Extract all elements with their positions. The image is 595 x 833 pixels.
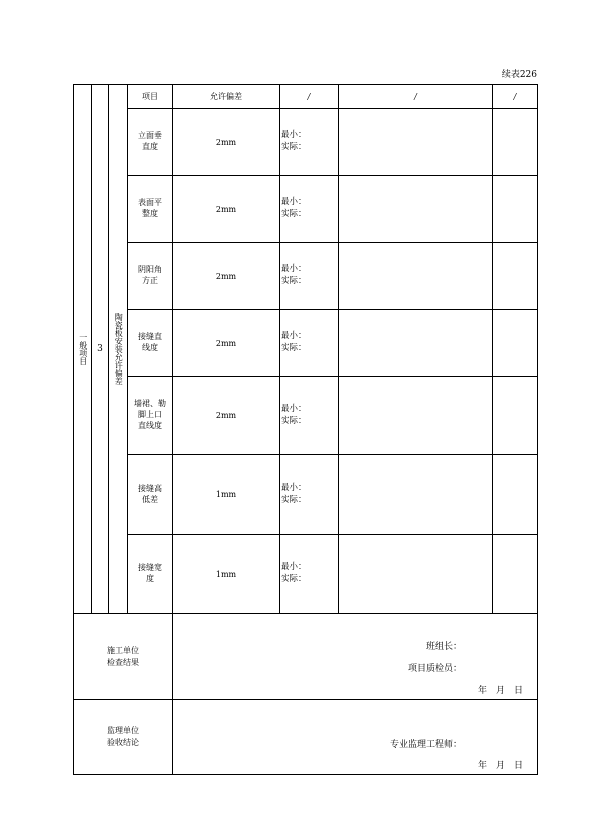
table-row [74,243,538,310]
row-tolerance: 2mm [173,243,280,310]
actual-label: 实际： [281,343,307,353]
row-result[interactable] [280,455,339,535]
row-item-name-line: 阴阳角 [138,265,162,275]
row-item-name-line: 度 [146,574,154,583]
row-blank-2[interactable] [493,176,538,243]
row-blank-2[interactable] [493,377,538,455]
actual-label: 实际： [281,142,307,152]
construction-signature-area[interactable] [173,614,538,700]
row-blank-2[interactable] [493,109,538,176]
row-result[interactable] [280,243,339,310]
row-tolerance: 2mm [173,109,280,176]
row-item-name-line: 立面垂 [138,131,162,141]
row-item-name [128,455,173,535]
header-item: 项目 [128,85,173,109]
row-item-name [128,535,173,614]
table-row [74,109,538,176]
supervision-signature-area[interactable] [173,700,538,775]
supervising-engineer-label: 专业监理工程师： [389,740,462,750]
table-row [74,377,538,455]
page-label: 续表226 [501,70,537,80]
row-blank-1[interactable] [339,109,493,176]
construction-date-label: 年 月 日 [477,686,523,696]
row-tolerance: 2mm [173,377,280,455]
row-result[interactable] [280,377,339,455]
actual-label: 实际： [281,494,307,505]
row-blank-1[interactable] [339,535,493,614]
construction-unit-label-line: 检查结果 [107,657,139,667]
construction-unit-label [74,614,173,700]
quality-inspector-label: 项目质检员： [407,664,462,674]
row-item-name-line: 低差 [142,494,158,504]
header-slash-2: / [339,85,493,109]
row-item-name-line: 接缝高 [138,483,162,493]
row-blank-1[interactable] [339,176,493,243]
team-leader-label: 班组长： [425,642,462,652]
row-item-name-line: 接缝宽 [138,563,162,573]
row-item-name-line: 直度 [142,142,158,151]
table-row [74,176,538,243]
min-label: 最小： [281,562,307,573]
supervision-date-label: 年 月 日 [477,761,523,771]
table-row [74,455,538,535]
row-blank-1[interactable] [339,310,493,377]
min-label: 最小： [281,197,307,208]
row-blank-1[interactable] [339,455,493,535]
row-tolerance: 2mm [173,310,280,377]
row-blank-1[interactable] [339,243,493,310]
row-item-name [128,109,173,176]
row-item-name [128,377,173,455]
supervision-row [74,700,538,775]
row-result[interactable] [280,176,339,243]
row-item-name-line: 脚上口 [138,410,162,420]
row-tolerance: 2mm [173,176,280,243]
construction-row [74,614,538,700]
construction-unit-label-line: 施工单位 [107,645,139,655]
row-item-name-line: 整度 [142,209,158,218]
row-blank-2[interactable] [493,310,538,377]
actual-label: 实际： [281,415,307,426]
item-number: 3 [92,85,109,614]
min-label: 最小： [281,482,307,493]
row-blank-2[interactable] [493,535,538,614]
category-label: 一般项目 [74,85,92,614]
header-slash-1: / [280,85,339,109]
row-result[interactable] [280,109,339,176]
table-row [74,535,538,614]
inspection-table [73,84,538,775]
header-row [74,85,538,109]
row-tolerance: 1mm [173,455,280,535]
min-label: 最小： [281,264,307,275]
row-item-name [128,243,173,310]
row-blank-2[interactable] [493,243,538,310]
actual-label: 实际： [281,209,307,219]
actual-label: 实际： [281,574,307,584]
row-item-name-line: 接缝直 [138,332,162,342]
min-label: 最小： [281,130,307,141]
row-result[interactable] [280,535,339,614]
section-title: 陶瓷板安装允许偏差 [109,85,128,614]
min-label: 最小： [281,403,307,414]
row-item-name-line: 线度 [142,343,158,352]
row-result[interactable] [280,310,339,377]
actual-label: 实际： [281,276,307,286]
supervision-unit-label-line: 验收结论 [107,738,139,747]
row-blank-1[interactable] [339,377,493,455]
header-tolerance: 允许偏差 [173,85,280,109]
table-row [74,310,538,377]
row-item-name [128,176,173,243]
row-item-name-line: 直线度 [138,420,162,430]
row-item-name-line: 方正 [142,276,158,285]
header-slash-3: / [493,85,538,109]
supervision-unit-label-line: 监理单位 [107,726,139,736]
row-item-name-line: 墙裙、勒 [134,399,166,409]
min-label: 最小： [281,331,307,342]
row-tolerance: 1mm [173,535,280,614]
row-item-name-line: 表面平 [138,198,162,208]
row-blank-2[interactable] [493,455,538,535]
supervision-unit-label [74,700,173,775]
row-item-name [128,310,173,377]
